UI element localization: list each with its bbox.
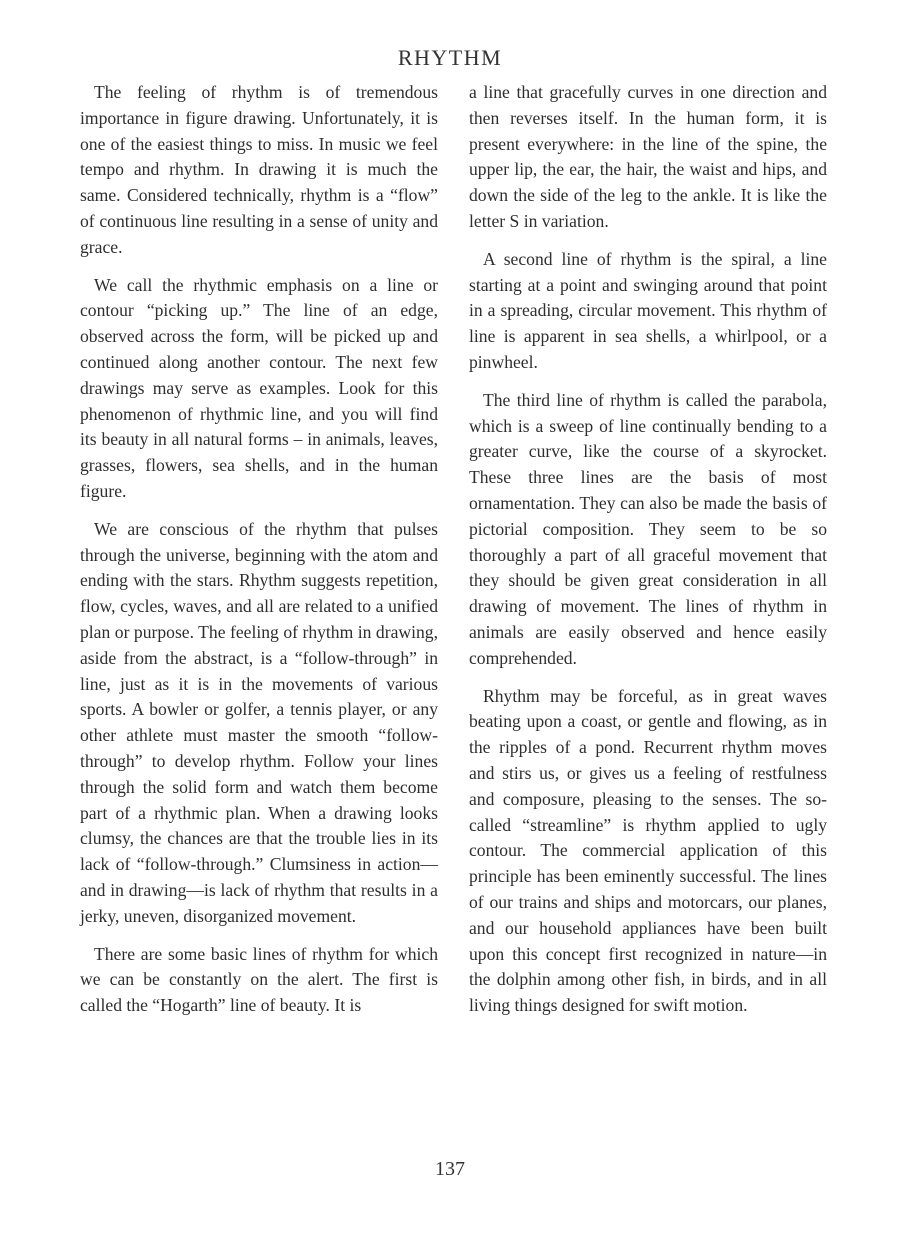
paragraph: We are conscious of the rhythm that pulses through the universe, beginning with the atom and ending with the stars. Rhythm suggests repetition, flow, cycles, waves, and all are related to a unified plan or purpose. The feeling of rhythm in drawing, aside from the abstract, is a “follow-through” in line, just as it is in the movements of various sports. A bowler or golfer, a tennis player, or any other athlete must master the smooth “follow-through” to develop rhythm. Follow your lines through the solid form and watch them become part of a rhythmic plan. When a drawing looks clumsy, the chances are that the trouble lies in its lack of “follow-through.” Clumsiness in action—and in drawing—is lack of rhythm that results in a jerky, uneven, disorganized movement. [80,518,438,926]
paragraph: A second line of rhythm is the spiral, a line starting at a point and swinging around that point in a spreading, circular movement. This rhythm of line is apparent in sea shells, a whirlpool, or a pinwheel. [469,248,827,372]
paragraph: The feeling of rhythm is of tremendous importance in figure drawing. Unfortunately, it is one of the easiest things to miss. In music we feel tempo and rhythm. In drawing it is much the same. Considered technically, rhythm is a “flow” of continuous line resulting in a sense of unity and grace. [80,82,438,257]
right-column [469,80,827,1031]
paragraph: We call the rhythmic emphasis on a line or contour “picking up.” The line of an edge, observed across the form, will be picked up and continued along another contour. The next few drawings may serve as examples. Look for this phenomenon of rhythmic line, and you will find its beauty in all natural forms – in animals, leaves, grasses, flowers, sea shells, and in the human figure. [80,274,438,501]
paragraph: Rhythm may be forceful, as in great waves beating upon a coast, or gentle and flowing, as in the ripples of a pond. Recurrent rhythm moves and stirs us, or gives us a feeling of restfulness and composure, pleasing to the senses. The so-called “streamline” is rhythm applied to ugly contour. The commercial application of this principle has been eminently successful. The lines of our trains and ships and motorcars, our planes, and our household appliances have been built upon this concept first recognized in nature—in the dolphin among other fish, in birds, and in all living things designed for swift motion. [469,685,827,1016]
paragraph: The third line of rhythm is called the parabola, which is a sweep of line continually bending to a greater curve, like the course of a skyrocket. These three lines are the basis of most ornamentation. They can also be made the basis of pictorial composition. They seem to be so thoroughly a part of all graceful movement that they should be given great consideration in all drawing of movement. The lines of rhythm in animals are easily observed and hence easily comprehended. [469,389,827,668]
page-title: RHYTHM [397,45,503,70]
page-number: 137 [435,1158,465,1180]
paragraph-continuation: a line that gracefully curves in one direction and then reverses itself. In the human form, it is present everywhere: in the line of the spine, the upper lip, the ear, the hair, the waist and hips, and down the side of the leg to the ankle. It is like the letter S in variation. [469,82,827,231]
paragraph: There are some basic lines of rhythm for which we can be constantly on the alert. The first is called the “Hogarth” line of beauty. It is [80,943,438,1016]
left-column [80,80,438,1031]
